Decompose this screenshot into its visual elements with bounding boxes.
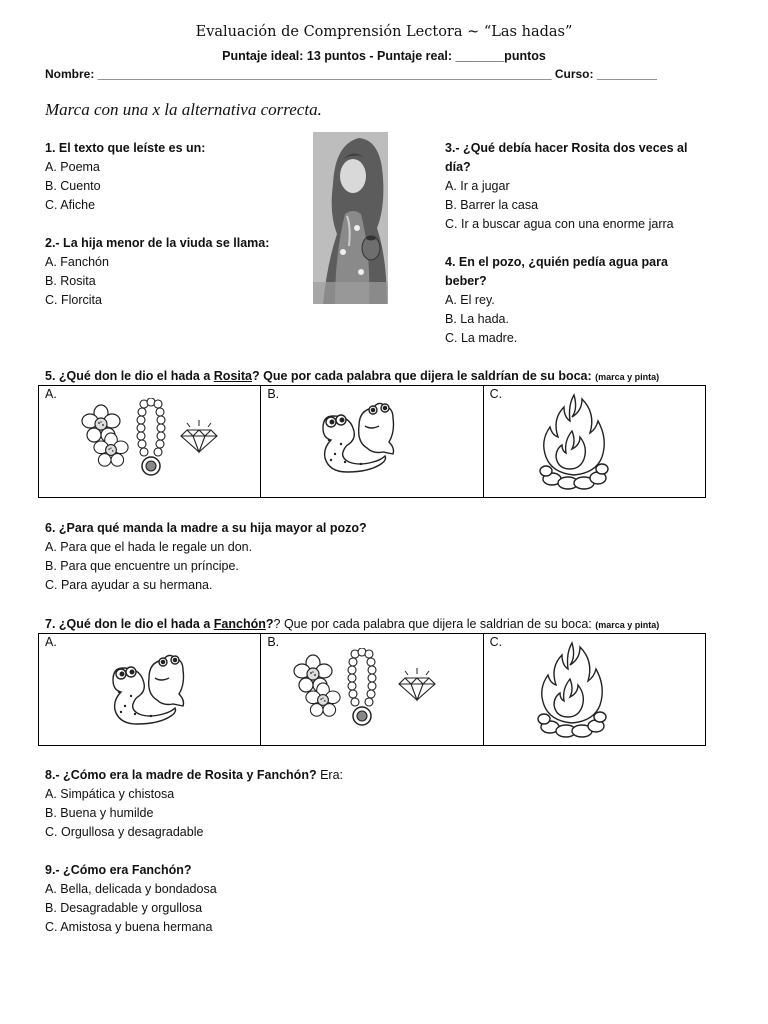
question-7-option-c-label: C. <box>489 635 503 649</box>
question-7-suffix-bold: ? <box>265 617 274 631</box>
question-8-option-c[interactable]: C. Orgullosa y desagradable <box>45 825 204 839</box>
question-1-option-b[interactable]: B. Cuento <box>45 179 101 193</box>
question-3-option-b[interactable]: B. Barrer la casa <box>445 198 539 212</box>
question-4-option-c[interactable]: C. La madre. <box>445 331 518 345</box>
question-6-option-c[interactable]: C. Para ayudar a su hermana. <box>45 578 213 592</box>
question-5-name: Rosita <box>213 369 252 383</box>
question-9-option-a[interactable]: A. Bella, delicada y bondadosa <box>45 882 217 896</box>
question-8-text-rest: Era: <box>316 768 343 782</box>
question-5-option-c-cell[interactable] <box>483 386 705 498</box>
question-7-option-a-cell[interactable] <box>39 634 261 746</box>
question-2-text: 2.- La hija menor de la viuda se llama: <box>45 236 270 250</box>
question-5-option-b-label: B. <box>267 387 280 401</box>
question-7-suffix: ? Que por cada palabra que dijera le saldrian de su boca: <box>273 617 596 631</box>
question-6-option-a[interactable]: A. Para que el hada le regale un don. <box>45 540 253 554</box>
question-4-text-line1: 4. En el pozo, ¿quién pedía agua para <box>445 255 668 269</box>
question-1-option-a[interactable]: A. Poema <box>45 160 100 174</box>
question-4-option-b[interactable]: B. La hada. <box>445 312 509 326</box>
question-8-option-b[interactable]: B. Buena y humilde <box>45 806 154 820</box>
necklace-icon <box>134 398 168 478</box>
question-2-option-c[interactable]: C. Florcita <box>45 293 102 307</box>
question-4 <box>445 253 668 348</box>
question-9-text: 9.- ¿Cómo era Fanchón? <box>45 863 192 877</box>
necklace-icon <box>345 648 379 728</box>
question-7-option-b-cell[interactable] <box>261 634 483 746</box>
fire-icon <box>532 639 612 739</box>
diamond-icon <box>397 668 437 702</box>
question-4-text-line2: beber? <box>445 274 487 288</box>
question-8-text-bold: 8.- ¿Cómo era la madre de Rosita y Fanchón? <box>45 768 317 782</box>
course-label: Curso: _________ <box>554 67 657 81</box>
question-5-option-a-cell[interactable] <box>39 386 261 498</box>
question-2-option-b[interactable]: B. Rosita <box>45 274 96 288</box>
name-label: Nombre: ____________________________________________________________________ <box>45 67 552 81</box>
question-1-text: 1. El texto que leíste es un: <box>45 141 206 155</box>
question-5-prefix: 5. ¿Qué don le dio el hada a <box>45 369 214 383</box>
fire-icon <box>534 391 614 491</box>
question-5-option-a-label: A. <box>45 387 57 401</box>
question-3 <box>445 139 687 234</box>
question-7-options-table <box>38 633 706 746</box>
question-7-note: (marca y pinta) <box>595 620 660 630</box>
flower-icon <box>305 682 341 718</box>
score-line: Puntaje ideal: 13 puntos - Puntaje real: _______puntos <box>222 49 546 63</box>
question-5-note: (marca y pinta) <box>595 372 660 382</box>
question-7-text <box>45 615 659 635</box>
question-7-option-c-cell[interactable] <box>483 634 705 746</box>
snake-frog-icon <box>311 396 401 486</box>
question-7-name: Fanchón <box>213 617 266 631</box>
flower-icon <box>93 432 129 468</box>
question-6 <box>45 519 367 595</box>
question-6-option-b[interactable]: B. Para que encuentre un príncipe. <box>45 559 239 573</box>
instruction: Marca con una x la alternativa correcta. <box>45 100 322 119</box>
question-4-option-a[interactable]: A. El rey. <box>445 293 495 307</box>
question-8 <box>45 766 343 842</box>
question-5-text <box>45 367 659 387</box>
question-3-text-line2: día? <box>445 160 471 174</box>
question-3-text-line1: 3.- ¿Qué debía hacer Rosita dos veces al <box>445 141 688 155</box>
question-3-option-a[interactable]: A. Ir a jugar <box>445 179 510 193</box>
question-6-text: 6. ¿Para qué manda la madre a su hija mayor al pozo? <box>45 521 367 535</box>
question-9-option-c[interactable]: C. Amistosa y buena hermana <box>45 920 213 934</box>
question-5-option-c-label: C. <box>489 387 503 401</box>
question-9-option-b[interactable]: B. Desagradable y orgullosa <box>45 901 203 915</box>
question-8-option-a[interactable]: A. Simpática y chistosa <box>45 787 175 801</box>
name-course-line <box>45 67 685 81</box>
diamond-icon <box>179 420 219 454</box>
question-1 <box>45 139 205 215</box>
question-2-option-a[interactable]: A. Fanchón <box>45 255 109 269</box>
question-5-suffix: ? Que por cada palabra que dijera le saldrían de su boca: <box>251 369 596 383</box>
question-7-option-a-label: A. <box>45 635 57 649</box>
fairy-girl-illustration <box>313 132 388 304</box>
question-5-option-b-cell[interactable] <box>261 386 483 498</box>
question-8-text <box>45 766 343 785</box>
question-5-options-table <box>38 385 706 498</box>
question-2 <box>45 234 269 310</box>
exam-title: Evaluación de Comprensión Lectora ~ “Las hadas” <box>195 24 573 40</box>
question-1-option-c[interactable]: C. Afiche <box>45 198 96 212</box>
question-3-option-c[interactable]: C. Ir a buscar agua con una enorme jarra <box>445 217 674 231</box>
snake-frog-icon <box>101 648 191 738</box>
question-7-option-b-label: B. <box>267 635 280 649</box>
question-9 <box>45 861 217 937</box>
question-7-prefix: 7. ¿Qué don le dio el hada a <box>45 617 214 631</box>
